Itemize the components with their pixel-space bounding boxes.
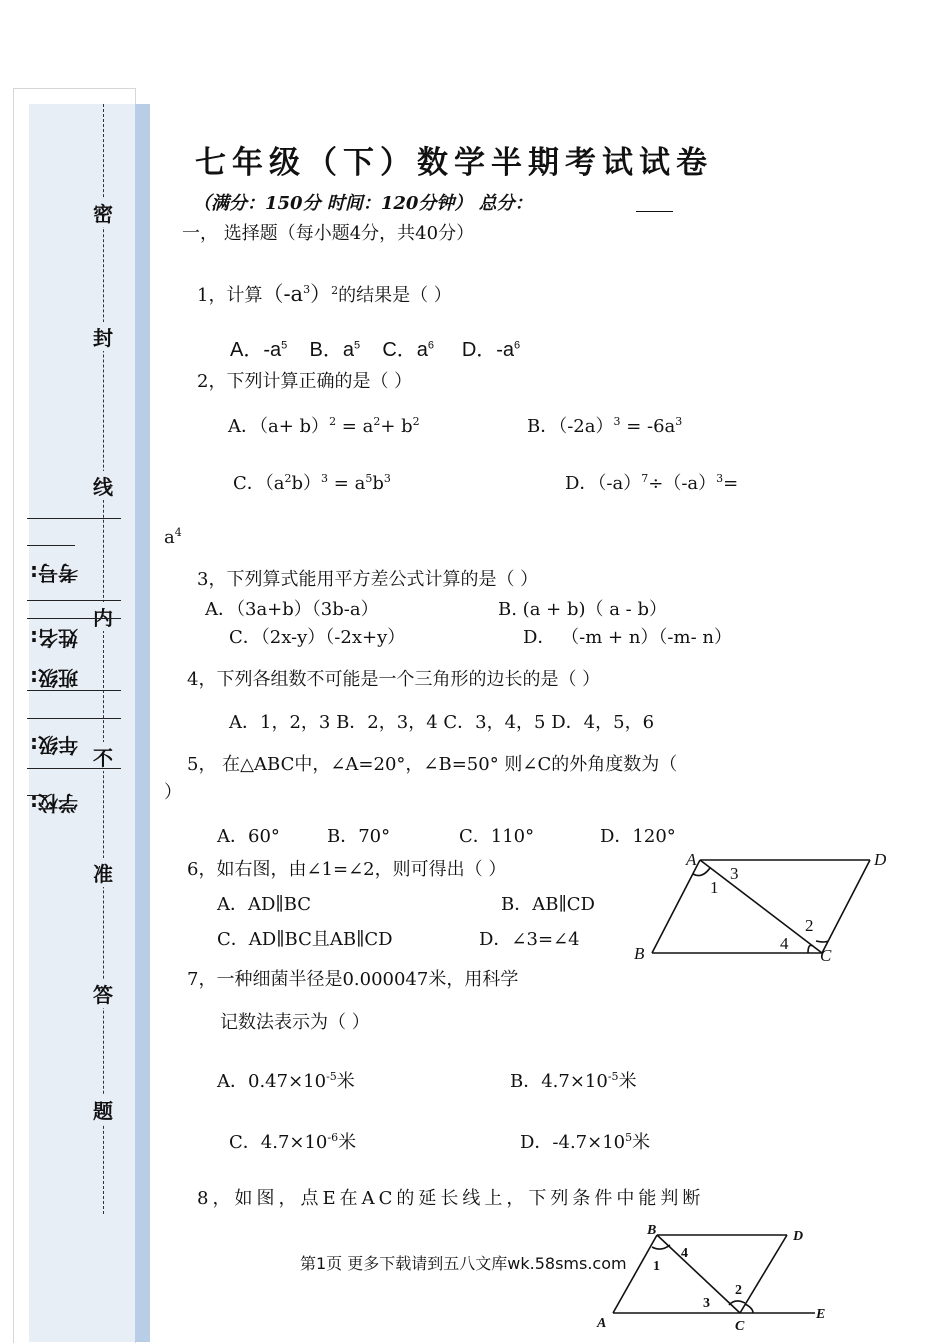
q4-options: A．1，2，3 B．2，3，4 C．3，4，5 D．4，5，6 bbox=[229, 712, 655, 733]
q7-exp: 5 bbox=[625, 1131, 633, 1144]
q2-b-text: B．（-2a） bbox=[527, 416, 614, 437]
q2-exp: 3 bbox=[321, 472, 329, 485]
binding-bar bbox=[135, 104, 150, 1342]
fig-label: 1 bbox=[653, 1259, 660, 1274]
q2-exp: 2 bbox=[329, 415, 337, 428]
fig-label: 3 bbox=[730, 864, 739, 883]
field-line bbox=[27, 545, 75, 546]
q2-option-d-wrap bbox=[164, 526, 182, 548]
fig-label: C bbox=[735, 1319, 745, 1334]
q7-option-a bbox=[217, 1067, 355, 1093]
segment-ac bbox=[700, 860, 822, 953]
fig-label: 3 bbox=[703, 1296, 710, 1311]
fig-label: A bbox=[686, 850, 697, 869]
seal-char: 准 bbox=[88, 858, 118, 887]
fig-label: 1 bbox=[710, 878, 719, 897]
fig-label: D bbox=[793, 1229, 804, 1244]
q7-exp: -5 bbox=[607, 1070, 619, 1083]
q5-option-d: D．120° bbox=[600, 826, 676, 847]
q2-c-text: C．（a bbox=[233, 473, 285, 494]
question-7: 7，一种细菌半径是0.000047米，用科学 bbox=[187, 969, 519, 990]
q2-option-a bbox=[228, 412, 420, 438]
question-5: 5， 在△ABC中，∠A=20°，∠B=50° 则∠C的外角度数为（ bbox=[187, 754, 678, 775]
seal-char: 密 bbox=[88, 198, 118, 227]
q3-option-b: B. (a + b)（ a - b） bbox=[498, 599, 667, 620]
q6-option-d: D．∠3=∠4 bbox=[479, 929, 580, 950]
q8-figure bbox=[595, 1220, 835, 1342]
field-line bbox=[27, 600, 121, 601]
question-1 bbox=[197, 278, 452, 308]
total-score-blank bbox=[636, 211, 673, 212]
q3-option-c: C．（2x-y）（-2x+y） bbox=[229, 627, 406, 648]
field-line bbox=[27, 718, 121, 719]
q1-exp: 5 bbox=[281, 339, 288, 352]
fig-label: A bbox=[597, 1316, 607, 1331]
q1-options bbox=[230, 333, 520, 362]
q2-b-text: = -6a bbox=[620, 416, 676, 437]
q6-option-a: A．AD∥BC bbox=[217, 894, 312, 915]
q2-exp: 2 bbox=[284, 472, 292, 485]
fig-label: B bbox=[634, 944, 645, 963]
segment-ab bbox=[652, 860, 700, 953]
seal-char: 线 bbox=[88, 471, 118, 500]
q5-option-c: C．110° bbox=[459, 826, 535, 847]
question-4: 4，下列各组数不可能是一个三角形的边长的是（ ） bbox=[187, 669, 601, 690]
binding-strip bbox=[29, 104, 149, 1342]
q2-exp: 5 bbox=[365, 472, 373, 485]
q1-expr-base: （-a bbox=[262, 282, 304, 306]
q2-exp: 3 bbox=[716, 472, 724, 485]
q1-exp: 3 bbox=[303, 283, 311, 296]
q2-option-d bbox=[565, 469, 738, 495]
q2-option-c bbox=[233, 469, 391, 495]
field-line bbox=[27, 518, 121, 519]
field-line bbox=[27, 768, 121, 769]
seal-char: 封 bbox=[88, 322, 118, 351]
grade-field: 年级: bbox=[30, 733, 78, 757]
q2-d-text: = bbox=[723, 473, 739, 494]
q7-unit: 米 bbox=[336, 1071, 355, 1092]
q1-option-d: D．-a bbox=[461, 339, 515, 361]
q1-expr bbox=[262, 282, 331, 306]
q1-exp: 6 bbox=[514, 339, 521, 352]
q1-option-c: C．a bbox=[382, 339, 428, 361]
segment-bc bbox=[657, 1235, 740, 1313]
q2-d-text: ÷（-a） bbox=[648, 473, 717, 494]
q2-exp: 3 bbox=[675, 415, 683, 428]
q7-c-text: C．4.7×10 bbox=[229, 1132, 328, 1153]
q5-option-a: A．60° bbox=[217, 826, 280, 847]
q2-exp: 3 bbox=[383, 472, 391, 485]
q1-exp: 2 bbox=[331, 284, 339, 297]
question-3: 3，下列算式能用平方差公式计算的是（ ） bbox=[197, 569, 539, 590]
q1-stem: 1，计算 bbox=[197, 285, 263, 306]
q1-option-b: B．a bbox=[309, 339, 354, 361]
fig-label: E bbox=[816, 1307, 826, 1322]
q7-option-b bbox=[510, 1067, 637, 1093]
seal-dashed-line bbox=[103, 104, 104, 1214]
q1-stem-end: 的结果是（ ） bbox=[338, 285, 452, 306]
class-field: 班级: bbox=[30, 666, 78, 690]
q1-exp: 5 bbox=[353, 339, 361, 352]
q7-exp: -5 bbox=[326, 1070, 337, 1083]
q7-unit: 米 bbox=[632, 1132, 651, 1153]
exam-info: （满分：150分 时间：120分钟） 总分： bbox=[193, 193, 533, 214]
q2-exp: 2 bbox=[412, 415, 420, 428]
q2-exp: 2 bbox=[373, 415, 381, 428]
q7-exp: -6 bbox=[327, 1131, 339, 1144]
q2-exp: 7 bbox=[641, 472, 649, 485]
q2-c-text: = a bbox=[328, 473, 366, 494]
angle-mark bbox=[816, 941, 828, 942]
q7-d-text: D．-4.7×10 bbox=[520, 1132, 626, 1153]
angle-mark bbox=[808, 945, 813, 953]
question-6: 6，如右图，由∠1=∠2，则可得出（ ） bbox=[187, 859, 507, 880]
q7-option-d bbox=[520, 1128, 650, 1154]
fig-label: C bbox=[820, 946, 832, 965]
q7-a-text: A．0.47×10 bbox=[217, 1071, 327, 1092]
q1-expr-close: ） bbox=[310, 282, 332, 306]
seal-char: 不 bbox=[88, 742, 118, 771]
fig-label: 2 bbox=[735, 1283, 742, 1298]
fig-label: 4 bbox=[681, 1246, 688, 1261]
school-field: 学校: bbox=[30, 791, 78, 815]
q7-unit: 米 bbox=[338, 1132, 357, 1153]
name-field: 姓名: bbox=[30, 626, 78, 650]
q2-c-text: b bbox=[372, 473, 384, 494]
question-2: 2，下列计算正确的是（ ） bbox=[197, 371, 413, 392]
question-8: 8，如图，点E在AC的延长线上，下列条件中能判断 bbox=[197, 1188, 705, 1209]
q3-option-a: A．（3a+b）（3b-a） bbox=[205, 599, 379, 620]
q6-option-b: B．AB∥CD bbox=[501, 894, 595, 915]
segment-dc bbox=[822, 860, 870, 953]
section-heading: 一， 选择题（每小题4分，共40分） bbox=[182, 223, 475, 244]
q3-option-d: D． （-m + n）（-m- n） bbox=[523, 627, 732, 648]
page-title: 七年级（下）数学半期考试试卷 bbox=[195, 145, 713, 181]
question-5-wrap: ） bbox=[164, 782, 182, 803]
q1-exp: 6 bbox=[427, 339, 435, 352]
exam-number-field: 考号: bbox=[30, 561, 78, 585]
segment-ba bbox=[613, 1235, 657, 1313]
fig-label: D bbox=[874, 850, 887, 869]
seal-char: 答 bbox=[88, 979, 118, 1008]
q2-c-text: b） bbox=[291, 473, 322, 494]
q2-exp: 3 bbox=[613, 415, 621, 428]
question-7-line2: 记数法表示为（ ） bbox=[220, 1012, 370, 1033]
q1-option-a: A．-a bbox=[230, 339, 282, 361]
fig-label: 4 bbox=[780, 934, 789, 953]
seal-char: 题 bbox=[88, 1095, 118, 1124]
fig-label: 2 bbox=[805, 916, 814, 935]
q2-option-b bbox=[527, 412, 682, 438]
q7-unit: 米 bbox=[618, 1071, 637, 1092]
angle-mark bbox=[745, 1304, 753, 1313]
page-footer: 第1页 更多下载请到五八文库wk.58sms.com bbox=[300, 1254, 627, 1273]
q7-b-text: B．4.7×10 bbox=[510, 1071, 608, 1092]
q2-d-text: a bbox=[164, 527, 175, 548]
segment-dc bbox=[740, 1235, 787, 1313]
field-line bbox=[27, 618, 121, 619]
q2-a-text: = a bbox=[336, 416, 374, 437]
q2-a-text: A．（a+ b） bbox=[228, 416, 330, 437]
q7-option-c bbox=[229, 1128, 356, 1154]
seal-char: 内 bbox=[88, 602, 118, 631]
q6-figure bbox=[630, 845, 900, 965]
q2-d-text: D．（-a） bbox=[565, 473, 642, 494]
q6-option-c: C．AD∥BC且AB∥CD bbox=[217, 929, 393, 950]
q2-exp: 4 bbox=[174, 526, 182, 539]
q2-a-text: + b bbox=[380, 416, 413, 437]
q5-option-b: B．70° bbox=[327, 826, 391, 847]
fig-label: B bbox=[647, 1223, 657, 1238]
